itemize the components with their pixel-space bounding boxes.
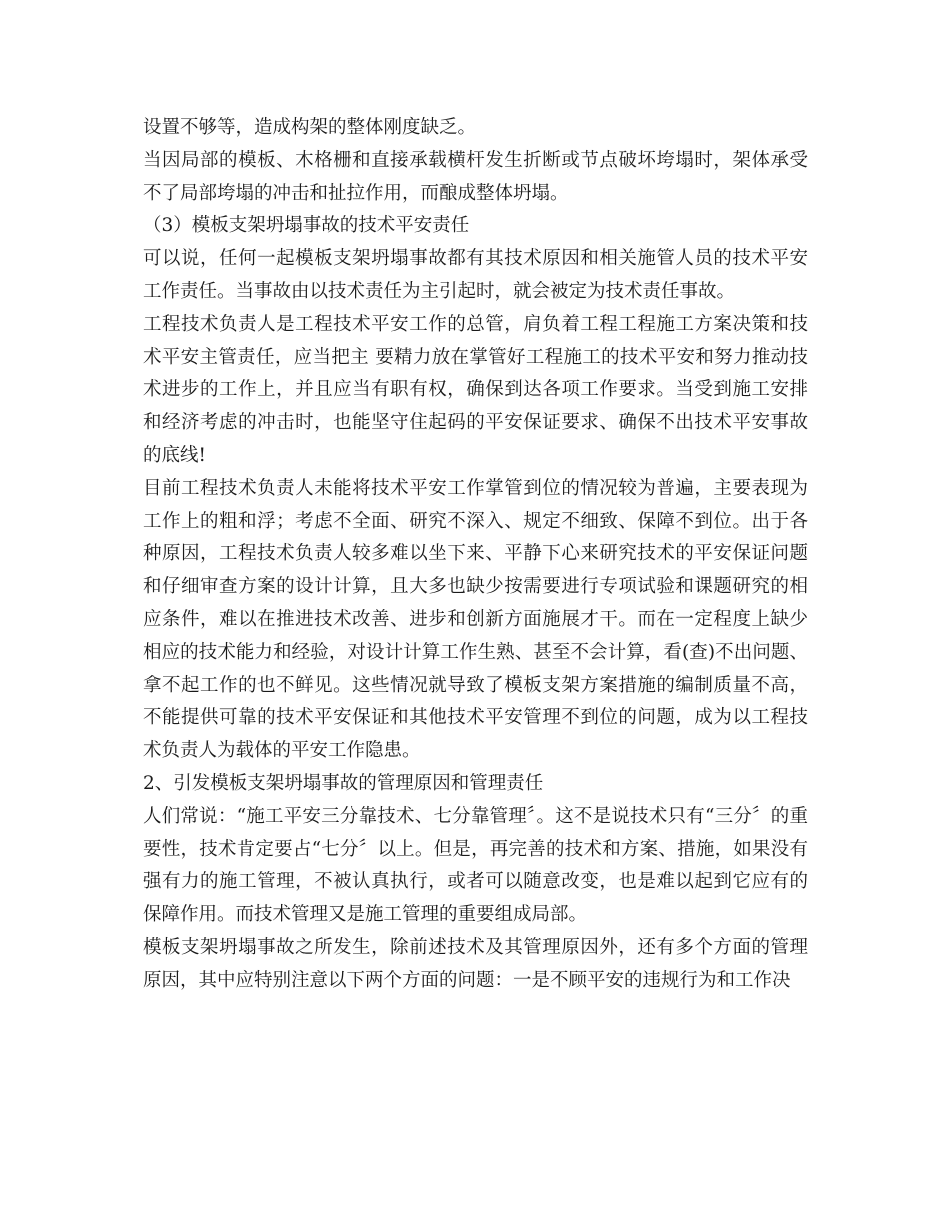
section-heading-technical-responsibility: （3）模板支架坍塌事故的技术平安责任 — [143, 215, 470, 237]
paragraph-technical-lead-duty: 工程技术负责人是工程技术平安工作的总管，肩负着工程工程施工方案决策和技术平安主管责任，应当把主 要精力放在掌管好工程施工的技术平安和努力推动技术进步的工作上，并且应当有职有权，确保到达各项工作要求。当受到施工安排和经济考虑的冲击时，也能坚守住起码的平安保证要求、确保不出技术平安事故的底线! — [143, 313, 808, 466]
section-heading-management-causes: 2、引发模板支架坍塌事故的管理原因和管理责任 — [143, 772, 544, 794]
document-body — [143, 112, 808, 998]
paragraph-technical-causes: 可以说，任何一起模板支架坍塌事故都有其技术原因和相关施管人员的技术平安工作责任。当事故由以技术责任为主引起时，就会被定为技术责任事故。 — [143, 248, 808, 302]
paragraph-local-collapse: 当因局部的模板、木格栅和直接承载横杆发生折断或节点破坏垮塌时，架体承受不了局部垮塌的冲击和扯拉作用，而酿成整体坍塌。 — [143, 149, 808, 204]
paragraph-management-issues: 模板支架坍塌事故之所发生，除前述技术及其管理原因外，还有多个方面的管理原因，其中应特别注意以下两个方面的问题：一是不顾平安的违规行为和工作决 — [143, 936, 808, 991]
paragraph-three-seven-saying: 人们常说：“施工平安三分靠技术、七分靠管理〞。这不是说技术只有“三分〞的重要性，技术肯定要占“七分〞以上。但是，再完善的技术和方案、措施，如果没有强有力的施工管理，不被认真执行，或者可以随意改变，也是难以起到它应有的保障作用。而技术管理又是施工管理的重要组成局部。 — [143, 805, 808, 926]
paragraph-stiffness: 设置不够等，造成构架的整体刚度缺乏。 — [143, 117, 477, 138]
paragraph-current-situation: 目前工程技术负责人未能将技术平安工作掌管到位的情况较为普遍，主要表现为工作上的粗和浮；考虑不全面、研究不深入、规定不细致、保障不到位。出于各种原因，工程技术负责人较多难以坐下来、平静下心来研究技术的平安保证问题和仔细审查方案的设计计算，且大多也缺少按需要进行专项试验和课题研究的相应条件，难以在推进技术改善、进步和创新方面施展才干。而在一定程度上缺少相应的技术能力和经验，对设计计算工作生熟、甚至不会计算，看(查)不出问题、拿不起工作的也不鲜见。这些情况就导致了模板支架方案措施的编制质量不高，不能提供可靠的技术平安保证和其他技术平安管理不到位的问题，成为以工程技术负责人为载体的平安工作隐患。 — [143, 477, 808, 762]
